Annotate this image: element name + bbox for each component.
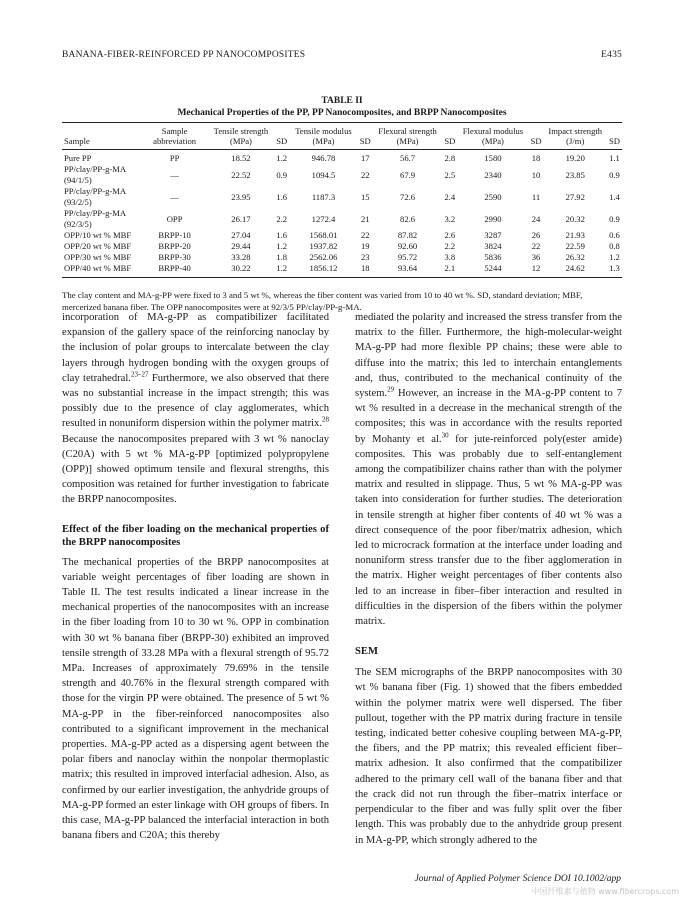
table-cell: 1.3: [609, 263, 620, 273]
table-cell: 5836: [484, 252, 502, 262]
table-cell: 1856.12: [309, 263, 338, 273]
table-cell: PP/clay/PP-g-MA (94/1/5): [64, 164, 126, 185]
table-row: [62, 150, 622, 165]
paragraph: The mechanical properties of the BRPP nanocomposites at variable weight percentages of fiber loading are shown in Table II. The test results indicated a linear increase in the mechanical properties of the nanocomposites with an increase in the fiber loading from 10 to 30 wt %. OPP in combination with 30 wt % banana fiber (BRPP-30) exhibited an improved tensile strength of 33.28 MPa with a flexural strength of 95.72 MPa. Increases of approximately 79.69% in the tensile strength and 40.76% in the flexural strength compared with those for the virgin PP were obtained. The presence of 5 wt % MA-g-PP in the fiber-reinforced nanocomposites also contributed to a significant improvement in the mechanical properties. MA-g-PP acted as a dispersing agent between the polar fibers and nanoclay within the nonpolar thermoplastic matrix; this resulted in improved interfacial adhesion. Also, as confirmed by our earlier investigation, the anhydride groups of MA-g-PP formed an ester linkage with OH groups of fibers. In this case, MA-g-PP balanced the interfacial interaction in both banana fibers and C20A; this thereby: [62, 556, 329, 842]
running-header: [62, 50, 622, 60]
table-cell: 27.04: [231, 230, 251, 240]
table-cell: PP/clay/PP-g-MA (93/2/5): [64, 186, 126, 207]
table-cell: 0.6: [609, 230, 620, 240]
table-cell: 23: [360, 252, 370, 262]
table-cell: 3.2: [444, 213, 456, 224]
running-title: BANANA-FIBER-REINFORCED PP NANOCOMPOSITES: [62, 50, 306, 60]
left-column: [62, 310, 329, 844]
column-header: Tensile modulus (MPa): [295, 126, 352, 146]
table-cell: 2.8: [444, 153, 456, 163]
table-cell: —: [170, 169, 179, 180]
table-row: [62, 164, 622, 186]
table-cell: 1.2: [276, 241, 288, 251]
table-cell: 26.32: [565, 252, 585, 262]
table-cell: 2.5: [444, 169, 456, 180]
table-cell: 10: [531, 169, 541, 180]
table-cell: 946.78: [311, 153, 336, 163]
table-cell: BRPP-20: [158, 241, 191, 251]
table-cell: 30.22: [231, 263, 251, 273]
table-cell: OPP/10 wt % MBF: [64, 230, 132, 240]
table-cell: 26: [531, 230, 541, 240]
table-cell: 23.95: [231, 191, 251, 202]
column-header: SD: [359, 136, 371, 146]
table-row: [62, 230, 622, 241]
table-cell: OPP/20 wt % MBF: [64, 241, 132, 251]
table-cell: 1.6: [276, 230, 288, 240]
right-column: [355, 310, 622, 848]
table-cell: 22.52: [231, 169, 251, 180]
table-cell: 3287: [484, 230, 502, 240]
table-cell: 27.92: [565, 191, 585, 202]
table-cell: OPP: [166, 213, 183, 224]
table-cell: 0.9: [609, 213, 620, 224]
table-cell: 3.8: [444, 252, 456, 262]
table-cell: 24: [531, 213, 541, 224]
table-cell: 5244: [484, 263, 502, 273]
table-cell: 2.2: [444, 241, 456, 251]
table-cell: 95.72: [397, 252, 418, 262]
table-cell: 23.85: [565, 169, 585, 180]
table-row: [62, 252, 622, 263]
table-cell: 2990: [484, 213, 502, 224]
table-cell: 22: [531, 241, 541, 251]
paragraph: The SEM micrographs of the BRPP nanocomposites with 30 wt % banana fiber (Fig. 1) showed that the fibers embedded within the polymer matrix were well dispersed. The fiber pullout, together with the PP matrix during fracture in tensile testing, indicated better cohesive coupling between MA-g-PP, the fibers, and the PP matrix; this revealed efficient fiber–matrix adhesion. It also confirmed that the compatibilizer adhered to the primary cell wall of the banana fiber and that the crack did not run through the fiber–matrix interface or perpendicular to the fiber and was fully split over the fiber length. This was probably due to the anhydride group present in MA-g-PP, which strongly adhered to the: [355, 667, 622, 846]
table-cell: 2.6: [444, 230, 456, 240]
table-cell: BRPP-30: [158, 252, 191, 262]
page-number: E435: [601, 50, 622, 60]
table-cell: 19: [360, 241, 370, 251]
table-cell: 2590: [484, 191, 502, 202]
table-cell: 1.8: [276, 252, 288, 262]
table-cell: 72.6: [400, 191, 416, 202]
table-cell: 29.44: [231, 241, 251, 251]
table-row: [62, 263, 622, 278]
table-cell: 36: [531, 252, 541, 262]
table-caption: Mechanical Properties of the PP, PP Nanocomposites, and BRPP Nanocomposites: [177, 108, 507, 118]
table-cell: 1272.4: [311, 213, 336, 224]
table-cell: 1568.01: [309, 230, 338, 240]
properties-table: [62, 122, 622, 278]
table-cell: 1.2: [276, 263, 288, 273]
column-header: Flexural strength (MPa): [378, 126, 437, 146]
paragraph: mediated the polarity and increased the stress transfer from the matrix to the filler. Furthermore, the high-molecular-weight MA-g-PP had more flexible PP chains; these were able to diffuse into the matrix; this led to interchain entanglements and, thus, contributed to the mechanical continuity of the system.$^{29}$ However, an increase in the MA-g-PP content to 7 wt % resulted in a decrease in the mechanical strength of the composites; this was in accordance with the results reported by Mohanty et al.$^{30}$ for jute-reinforced poly(ester amide) composites. This was probably due to self-entanglement among the compatibilizer chains rather than with the polymer matrix and resulted in slippage. Thus, 5 wt % MA-g-PP was taken into consideration for further studies. The deterioration in tensile strength at higher fiber contents of 40 wt % was a direct consequence of the poor fiber/matrix adhesion, which led to microcrack formation at the interface under loading and nonuniform stress transfer due to the fiber agglomeration in the matrix. Higher weight percentages of fiber contents also led to an increase in fiber–fiber interaction and resulted in difficulties in the dispersion of the fibers within the polymer matrix.: [355, 312, 623, 628]
column-header: Sample: [64, 136, 90, 146]
table-footnote: The clay content and MA-g-PP were fixed to 3 and 5 wt %, whereas the fiber content was varied from 10 to 40 wt %. SD, standard deviation; MBF, mercerized banana fiber. The OPP nanocomposites were at 92/3/5 PP/clay/PP-g-MA.: [62, 290, 583, 312]
table-cell: 0.9: [609, 169, 620, 180]
table-cell: 20.32: [565, 213, 585, 224]
table-cell: 2.1: [444, 263, 456, 273]
table-cell: 56.7: [400, 153, 416, 163]
table-cell: 1937.82: [309, 241, 338, 251]
section-heading: SEM: [355, 646, 378, 658]
table-cell: 1.2: [276, 153, 288, 163]
table-cell: BRPP-10: [158, 230, 191, 240]
column-header: SD: [608, 136, 620, 146]
table-cell: PP: [169, 153, 180, 163]
table-cell: 1.1: [609, 153, 620, 163]
table-cell: 87.82: [397, 230, 418, 240]
table-cell: 0.9: [276, 169, 288, 180]
column-header: SD: [276, 136, 288, 146]
table-cell: 1.2: [609, 252, 620, 262]
table-cell: 2.4: [444, 191, 456, 202]
table-cell: 24.62: [565, 263, 585, 273]
table-cell: 12: [531, 263, 541, 273]
table-cell: 21.93: [565, 230, 585, 240]
table-cell: 33.28: [231, 252, 251, 262]
table-cell: 1.6: [276, 191, 288, 202]
column-header: SD: [530, 136, 542, 146]
table-cell: 22: [360, 230, 370, 240]
table-cell: 15: [360, 191, 370, 202]
watermark: 中国纤维素与植物 www.fibercrops.com: [531, 887, 679, 896]
table-cell: 11: [531, 191, 541, 202]
table-cell: OPP/40 wt % MBF: [64, 263, 132, 273]
column-header: Impact strength (J/m): [548, 126, 603, 146]
section-heading: Effect of the fiber loading on the mechanical properties of the BRPP nanocomposites: [62, 523, 329, 548]
table-cell: —: [170, 191, 179, 202]
table-cell: 1580: [484, 153, 502, 163]
table-cell: 26.17: [231, 213, 251, 224]
table-cell: 18.52: [231, 153, 251, 163]
table-cell: 82.6: [400, 213, 416, 224]
column-header: Sample abbreviation: [153, 126, 197, 146]
table-row: [62, 186, 622, 208]
table-cell: 17: [360, 153, 370, 163]
column-header: Flexural modulus (MPa): [462, 126, 524, 146]
table-cell: 1094.5: [311, 169, 336, 180]
table-cell: 67.9: [400, 169, 416, 180]
table-cell: 21: [360, 213, 370, 224]
journal-footer: Journal of Applied Polymer Science DOI 10.1002/app: [414, 874, 621, 884]
table-cell: 1187.3: [311, 191, 336, 202]
column-header: SD: [444, 136, 456, 146]
table-row: [62, 241, 622, 252]
table-cell: 22.59: [565, 241, 585, 251]
table-cell: 93.64: [397, 263, 418, 273]
table-cell: 0.8: [609, 241, 620, 251]
table-cell: BRPP-40: [158, 263, 191, 273]
table-cell: PP/clay/PP-g-MA (92/3/5): [64, 208, 126, 229]
table-cell: OPP/30 wt % MBF: [64, 252, 132, 262]
table-block: [62, 95, 622, 313]
table-cell: 2340: [484, 169, 502, 180]
table-cell: 2.2: [276, 213, 288, 224]
table-cell: 18: [360, 263, 370, 273]
column-header: Tensile strength (MPa): [213, 126, 269, 146]
table-cell: 22: [360, 169, 370, 180]
paragraph: incorporation of MA-g-PP as compatibilizer facilitated expansion of the gallery space of the reinforcing nanoclay by the inclusion of polar groups to intercalate between the clay layers through hydrogen bonding with the oxygen groups of clay tetrahedral.$^{23-27}$ Furthermore, we also observed that there was no substantial increase in the impact strength; this was possibly due to the presence of clay agglomerates, which resulted in nonuniform dispersion within the polymer matrix.$^{28}$ Because the nanocomposites prepared with 3 wt % nanoclay (C20A) with 5 wt % MA-g-PP [optimized polypropylene (OPP)] showed optimum tensile and flexural strengths, this composition was retained for further investigation to fabricate the BRPP nanocomposites.: [62, 312, 329, 506]
table-cell: 2562.06: [309, 252, 338, 262]
table-cell: 18: [531, 153, 541, 163]
table-cell: 19.20: [565, 153, 585, 163]
table-label: TABLE II: [321, 96, 363, 106]
table-row: [62, 208, 622, 230]
table-cell: 1.4: [609, 191, 620, 202]
table-cell: Pure PP: [64, 153, 92, 163]
table-cell: 3824: [484, 241, 502, 251]
table-cell: 92.60: [397, 241, 418, 251]
